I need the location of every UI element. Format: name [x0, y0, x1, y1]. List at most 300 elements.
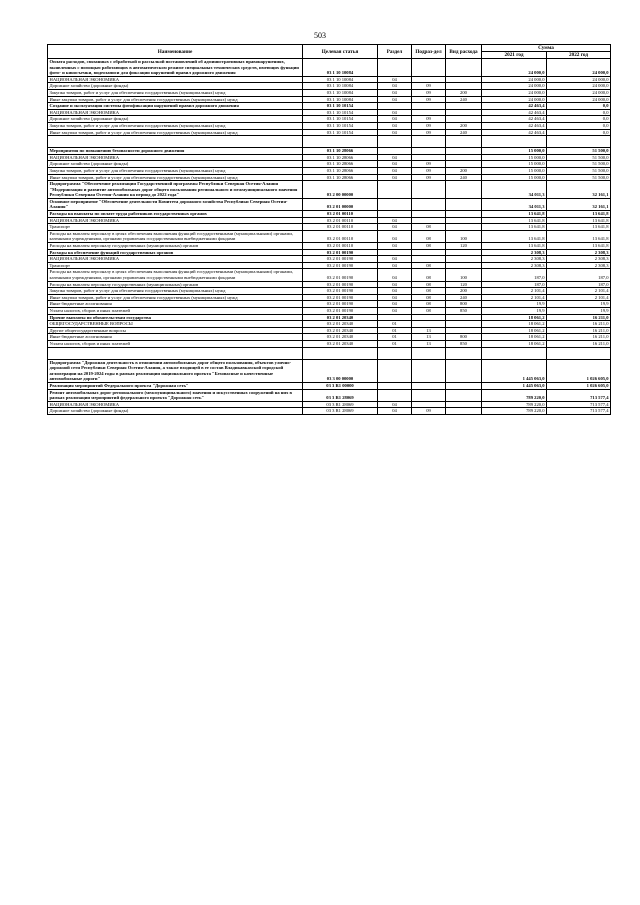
cell-subsection [412, 321, 446, 328]
cell-section: 01 [378, 327, 412, 334]
cell-code: 03 2 01 00190 [303, 281, 378, 288]
cell-code: 03 2 01 00190 [303, 307, 378, 314]
table-row [48, 122, 611, 129]
cell-section: 04 [378, 294, 412, 301]
cell-kind: 800 [446, 334, 482, 341]
cell-sum-2022: 19,9 [547, 301, 611, 308]
cell-sum-2022: 2 101,4 [547, 294, 611, 301]
cell-sum-2022: 0,0 [547, 129, 611, 136]
cell-sum-2022: 2 308,3 [547, 262, 611, 269]
cell-code: 03 1 10 28066 [303, 148, 378, 155]
cell-code: 03 1 10 28066 [303, 167, 378, 174]
cell-sum-2022: 13 641,8 [547, 217, 611, 224]
cell-code: 03 1 10 10154 [303, 103, 378, 110]
cell-sum-2021: 13 641,8 [482, 217, 547, 224]
cell-code: 03 2 01 20340 [303, 321, 378, 328]
cell-subsection: 09 [412, 174, 446, 181]
cell-name: НАЦИОНАЛЬНАЯ ЭКОНОМИКА [48, 256, 303, 263]
cell-sum-2022: 13 641,8 [547, 224, 611, 231]
cell-sum-2021: 24 000,0 [482, 89, 547, 96]
budget-table [47, 44, 611, 415]
cell-kind [446, 408, 482, 415]
cell-name: Дорожное хозяйство (дорожные фонды) [48, 161, 303, 168]
cell-sum-2021: 15 000,0 [482, 174, 547, 181]
table-row [48, 340, 611, 347]
spacer-cell [547, 347, 611, 359]
cell-section: 04 [378, 408, 412, 415]
cell-section [378, 148, 412, 155]
cell-subsection: 08 [412, 307, 446, 314]
cell-name: Закупка товаров, работ и услуг для обеспечения государственных (муниципальных) нужд [48, 167, 303, 174]
cell-subsection [412, 76, 446, 83]
cell-name: Расходы на выплаты по оплате труда работников государственных органов [48, 211, 303, 218]
cell-kind: 200 [446, 122, 482, 129]
table-row [48, 76, 611, 83]
spacer-cell [303, 136, 378, 148]
table-row [48, 294, 611, 301]
cell-code: 03 3 R1 28069 [303, 389, 378, 401]
cell-section: 04 [378, 89, 412, 96]
header-subsection: Подраз-дел [412, 45, 446, 59]
cell-sum-2021: 789 220,0 [482, 401, 547, 408]
spacer-cell [446, 136, 482, 148]
table-row [48, 307, 611, 314]
cell-code: 03 1 10 10154 [303, 109, 378, 116]
table-row [48, 408, 611, 415]
cell-kind [446, 103, 482, 110]
cell-subsection: 09 [412, 122, 446, 129]
cell-name: Уплата налогов, сборов и иных платежей [48, 340, 303, 347]
cell-name: Расходы на выплаты персоналу государственных (муниципальных) органов [48, 243, 303, 250]
cell-code: 03 1 10 28066 [303, 174, 378, 181]
cell-subsection [412, 148, 446, 155]
cell-subsection: 09 [412, 83, 446, 90]
header-name: Наименование [48, 45, 303, 59]
cell-sum-2022: 1 026 605,0 [547, 382, 611, 389]
cell-section [378, 359, 412, 382]
cell-sum-2021: 13 641,8 [482, 224, 547, 231]
cell-subsection [412, 217, 446, 224]
cell-subsection: 13 [412, 340, 446, 347]
cell-code: 03 2 01 00190 [303, 288, 378, 295]
cell-code: 03 1 10 28066 [303, 161, 378, 168]
header-year-2021: 2021 год [482, 52, 547, 59]
cell-section: 04 [378, 301, 412, 308]
spacer-cell [446, 347, 482, 359]
cell-subsection: 08 [412, 269, 446, 281]
cell-sum-2021: 42 463,4 [482, 116, 547, 123]
spacer-cell [48, 136, 303, 148]
cell-sum-2021: 2 308,3 [482, 249, 547, 256]
cell-sum-2021: 19,9 [482, 307, 547, 314]
cell-sum-2022: 187,0 [547, 269, 611, 281]
cell-name: Закупка товаров, работ и услуг для обеспечения государственных (муниципальных) нужд [48, 89, 303, 96]
cell-kind [446, 224, 482, 231]
cell-name: НАЦИОНАЛЬНАЯ ЭКОНОМИКА [48, 401, 303, 408]
cell-code: 03 1 10 10084 [303, 59, 378, 77]
table-row [48, 217, 611, 224]
cell-section: 04 [378, 288, 412, 295]
cell-subsection [412, 382, 446, 389]
cell-kind [446, 359, 482, 382]
cell-sum-2022: 32 161,1 [547, 181, 611, 199]
cell-code: 03 1 10 10084 [303, 96, 378, 103]
cell-name: Подпрограмма "Дорожная деятельность в отношении автомобильных дорог общего пользования, объектов улично-дорожной сети Республики Северная Осетия-Алания, а также входящей в ее состав Владикавказской городской агломерации на 2019-2024 годы в рамках реализации национального проекта "Безопасные и качественные автомобильные дороги" [48, 359, 303, 382]
header-sum: Сумма [482, 45, 611, 52]
cell-kind [446, 59, 482, 77]
cell-name: НАЦИОНАЛЬНАЯ ЭКОНОМИКА [48, 109, 303, 116]
cell-subsection: 09 [412, 96, 446, 103]
cell-kind: 240 [446, 174, 482, 181]
cell-sum-2022: 0,0 [547, 109, 611, 116]
cell-code: 03 3 R1 28069 [303, 408, 378, 415]
cell-name: Реализация мероприятий Федерального проекта "Дорожная сеть" [48, 382, 303, 389]
table-row [48, 288, 611, 295]
table-row [48, 249, 611, 256]
cell-sum-2022: 24 000,0 [547, 89, 611, 96]
cell-sum-2022: 51 500,0 [547, 161, 611, 168]
cell-name: Основное мероприятие "Обеспечение деятельности Комитета дорожного хозяйства Республики Северная Осетия-Алания" [48, 198, 303, 210]
cell-sum-2021: 13 641,8 [482, 243, 547, 250]
cell-kind [446, 76, 482, 83]
table-row [48, 148, 611, 155]
cell-code: 03 2 01 00190 [303, 262, 378, 269]
cell-sum-2021: 789 220,0 [482, 389, 547, 401]
table-row [48, 401, 611, 408]
cell-sum-2021: 13 641,8 [482, 230, 547, 242]
cell-sum-2021: 2 308,3 [482, 256, 547, 263]
cell-subsection: 08 [412, 281, 446, 288]
cell-sum-2022: 713 577,4 [547, 389, 611, 401]
cell-code: 03 2 00 00000 [303, 181, 378, 199]
cell-subsection: 09 [412, 408, 446, 415]
cell-sum-2021: 1 445 063,0 [482, 382, 547, 389]
cell-subsection: 09 [412, 116, 446, 123]
table-row [48, 269, 611, 281]
cell-sum-2021: 42 463,4 [482, 103, 547, 110]
cell-section [378, 249, 412, 256]
cell-kind: 200 [446, 288, 482, 295]
cell-code: 03 2 01 00110 [303, 230, 378, 242]
cell-sum-2021: 15 000,0 [482, 161, 547, 168]
cell-sum-2021: 187,0 [482, 269, 547, 281]
cell-sum-2021: 18 061,2 [482, 321, 547, 328]
cell-code: 03 2 01 00000 [303, 198, 378, 210]
cell-sum-2021: 42 463,4 [482, 122, 547, 129]
cell-subsection: 08 [412, 243, 446, 250]
table-row [48, 211, 611, 218]
cell-section [378, 389, 412, 401]
header-kind: Вид расхода [446, 45, 482, 59]
cell-sum-2021: 24 000,0 [482, 59, 547, 77]
spacer-cell [48, 347, 303, 359]
cell-kind: 200 [446, 89, 482, 96]
cell-kind: 800 [446, 301, 482, 308]
cell-section: 04 [378, 83, 412, 90]
cell-sum-2022: 51 500,0 [547, 148, 611, 155]
cell-subsection: 09 [412, 129, 446, 136]
cell-sum-2022: 13 641,8 [547, 243, 611, 250]
cell-sum-2022: 2 308,3 [547, 249, 611, 256]
cell-kind: 200 [446, 167, 482, 174]
cell-name: Уплата налогов, сборов и иных платежей [48, 307, 303, 314]
cell-subsection: 08 [412, 230, 446, 242]
cell-subsection: 08 [412, 262, 446, 269]
cell-subsection: 08 [412, 288, 446, 295]
cell-code: 03 1 10 10154 [303, 116, 378, 123]
cell-sum-2022: 713 577,4 [547, 408, 611, 415]
cell-code: 03 2 01 00190 [303, 249, 378, 256]
cell-kind [446, 217, 482, 224]
cell-sum-2021: 2 101,4 [482, 294, 547, 301]
cell-kind [446, 321, 482, 328]
cell-sum-2021: 24 000,0 [482, 76, 547, 83]
cell-sum-2021: 18 061,2 [482, 334, 547, 341]
header-row [48, 45, 611, 52]
cell-code: 03 1 10 10154 [303, 122, 378, 129]
cell-section: 04 [378, 167, 412, 174]
cell-name: Расходы на выплаты персоналу государственных (муниципальных) органов [48, 281, 303, 288]
cell-sum-2022: 16 211,0 [547, 327, 611, 334]
cell-code: 03 2 01 00190 [303, 256, 378, 263]
cell-subsection [412, 211, 446, 218]
cell-sum-2021: 2 308,3 [482, 262, 547, 269]
cell-kind [446, 161, 482, 168]
spacer-row [48, 347, 611, 359]
table-row [48, 129, 611, 136]
cell-sum-2021: 42 463,4 [482, 109, 547, 116]
cell-name: Иные закупки товаров, работ и услуг для обеспечения государственных (муниципальных) нужд [48, 294, 303, 301]
cell-section: 04 [378, 262, 412, 269]
cell-section: 04 [378, 281, 412, 288]
cell-subsection [412, 181, 446, 199]
cell-subsection: 09 [412, 161, 446, 168]
cell-section [378, 59, 412, 77]
spacer-cell [303, 347, 378, 359]
cell-section [378, 211, 412, 218]
cell-subsection [412, 103, 446, 110]
cell-name: Подпрограмма "Обеспечение реализации Государственной программы Республики Северная Осетия-Алания "Модернизация и развитие автомобильных дорог общего пользования регионального и межмуниципального значения Республики Северная Осетия-Алания на период до 2022 года" [48, 181, 303, 199]
cell-name: Оплата расходов, связанных с обработкой и рассылкой постановлений об административных правонарушениях, выявленных с помощью работающих в автоматическом режиме специальных технических средств, имеющих функции фото- и киносъемки, видеозаписи для фиксации нарушений правил дорожного движения [48, 59, 303, 77]
cell-section: 04 [378, 224, 412, 231]
cell-code: 03 3 R1 28069 [303, 401, 378, 408]
cell-subsection [412, 198, 446, 210]
cell-code: 03 2 01 00110 [303, 217, 378, 224]
cell-code: 03 1 10 10084 [303, 76, 378, 83]
cell-section: 04 [378, 161, 412, 168]
cell-name: Транспорт [48, 224, 303, 231]
spacer-cell [547, 136, 611, 148]
cell-section [378, 382, 412, 389]
cell-name: Ремонт автомобильных дорог регионального (межмуниципального) значения и искусственных сооружений на них в рамках реализации мероприятий федерального проекта "Дорожная сеть" [48, 389, 303, 401]
cell-sum-2022: 0,0 [547, 122, 611, 129]
cell-name: ОБЩЕГОСУДАРСТВЕННЫЕ ВОПРОСЫ [48, 321, 303, 328]
cell-kind [446, 314, 482, 321]
table-row [48, 103, 611, 110]
cell-code: 03 2 01 00190 [303, 301, 378, 308]
cell-code: 03 1 10 10084 [303, 89, 378, 96]
cell-sum-2022: 24 000,0 [547, 76, 611, 83]
cell-subsection: 13 [412, 327, 446, 334]
cell-code: 03 1 10 10084 [303, 83, 378, 90]
cell-code: 03 2 01 20340 [303, 327, 378, 334]
cell-subsection [412, 59, 446, 77]
table-row [48, 161, 611, 168]
cell-section [378, 198, 412, 210]
cell-name: Другие общегосударственные вопросы [48, 327, 303, 334]
table-row [48, 154, 611, 161]
cell-kind [446, 211, 482, 218]
cell-kind [446, 109, 482, 116]
cell-sum-2022: 187,0 [547, 281, 611, 288]
table-row [48, 116, 611, 123]
cell-sum-2021: 15 000,0 [482, 154, 547, 161]
cell-name: Иные закупки товаров, работ и услуг для обеспечения государственных (муниципальных) нужд [48, 174, 303, 181]
cell-kind: 240 [446, 129, 482, 136]
cell-kind [446, 401, 482, 408]
cell-kind [446, 327, 482, 334]
cell-kind: 100 [446, 230, 482, 242]
table-row [48, 109, 611, 116]
cell-name: НАЦИОНАЛЬНАЯ ЭКОНОМИКА [48, 154, 303, 161]
cell-code: 03 1 10 28066 [303, 154, 378, 161]
cell-kind [446, 382, 482, 389]
table-row [48, 83, 611, 90]
cell-name: Иные закупки товаров, работ и услуг для обеспечения государственных (муниципальных) нужд [48, 129, 303, 136]
cell-sum-2022: 16 211,0 [547, 321, 611, 328]
cell-sum-2022: 713 577,4 [547, 401, 611, 408]
cell-subsection: 09 [412, 89, 446, 96]
cell-section: 04 [378, 230, 412, 242]
spacer-cell [482, 347, 547, 359]
table-row [48, 382, 611, 389]
cell-section: 01 [378, 321, 412, 328]
header-code: Целевая статья [303, 45, 378, 59]
cell-name: НАЦИОНАЛЬНАЯ ЭКОНОМИКА [48, 217, 303, 224]
cell-sum-2021: 15 000,0 [482, 148, 547, 155]
cell-kind [446, 116, 482, 123]
cell-sum-2022: 13 641,8 [547, 211, 611, 218]
table-row [48, 243, 611, 250]
spacer-cell [378, 136, 412, 148]
cell-name: Иные бюджетные ассигнования [48, 301, 303, 308]
cell-sum-2022: 16 211,0 [547, 340, 611, 347]
cell-name: Дорожное хозяйство (дорожные фонды) [48, 83, 303, 90]
cell-code: 03 3 00 00000 [303, 359, 378, 382]
cell-section: 04 [378, 243, 412, 250]
cell-sum-2021: 19,9 [482, 301, 547, 308]
cell-section: 01 [378, 340, 412, 347]
cell-sum-2021: 15 000,0 [482, 167, 547, 174]
cell-kind [446, 83, 482, 90]
cell-subsection: 13 [412, 334, 446, 341]
cell-sum-2021: 24 000,0 [482, 96, 547, 103]
table-row [48, 256, 611, 263]
cell-sum-2021: 1 445 063,0 [482, 359, 547, 382]
cell-section: 01 [378, 334, 412, 341]
cell-section [378, 181, 412, 199]
cell-code: 03 2 01 00190 [303, 294, 378, 301]
cell-kind [446, 389, 482, 401]
cell-name: Закупка товаров, работ и услуг для обеспечения государственных (муниципальных) нужд [48, 288, 303, 295]
cell-section: 04 [378, 307, 412, 314]
table-row [48, 181, 611, 199]
cell-kind [446, 256, 482, 263]
cell-section: 04 [378, 269, 412, 281]
cell-name: Создание и эксплуатация системы фотофиксации нарушений правил дорожного движения [48, 103, 303, 110]
cell-code: 03 2 01 00110 [303, 224, 378, 231]
cell-sum-2022: 2 101,4 [547, 288, 611, 295]
cell-name: НАЦИОНАЛЬНАЯ ЭКОНОМИКА [48, 76, 303, 83]
cell-kind [446, 181, 482, 199]
table-row [48, 167, 611, 174]
table-row [48, 230, 611, 242]
table-row [48, 198, 611, 210]
cell-kind: 120 [446, 281, 482, 288]
cell-sum-2022: 13 641,8 [547, 230, 611, 242]
cell-section: 04 [378, 116, 412, 123]
cell-kind [446, 262, 482, 269]
cell-kind: 240 [446, 294, 482, 301]
cell-kind: 100 [446, 269, 482, 281]
cell-sum-2022: 16 211,0 [547, 334, 611, 341]
spacer-cell [378, 347, 412, 359]
spacer-cell [482, 136, 547, 148]
cell-subsection [412, 359, 446, 382]
cell-kind [446, 198, 482, 210]
cell-subsection [412, 401, 446, 408]
cell-kind [446, 249, 482, 256]
cell-sum-2022: 1 026 605,0 [547, 359, 611, 382]
table-row [48, 59, 611, 77]
cell-section: 04 [378, 129, 412, 136]
cell-subsection: 08 [412, 294, 446, 301]
cell-section: 04 [378, 401, 412, 408]
cell-code: 03 2 01 00190 [303, 269, 378, 281]
table-body [48, 59, 611, 415]
cell-sum-2021: 24 000,0 [482, 83, 547, 90]
page-number: 503 [314, 31, 326, 40]
cell-section [378, 314, 412, 321]
cell-sum-2022: 24 000,0 [547, 96, 611, 103]
cell-section: 04 [378, 154, 412, 161]
cell-sum-2021: 789 220,0 [482, 408, 547, 415]
cell-name: Дорожное хозяйство (дорожные фонды) [48, 116, 303, 123]
table-row [48, 96, 611, 103]
cell-sum-2022: 32 161,1 [547, 198, 611, 210]
cell-sum-2022: 51 500,0 [547, 154, 611, 161]
cell-kind [446, 154, 482, 161]
cell-name: Транспорт [48, 262, 303, 269]
spacer-cell [412, 347, 446, 359]
cell-subsection: 09 [412, 167, 446, 174]
cell-section [378, 103, 412, 110]
cell-subsection [412, 389, 446, 401]
cell-sum-2021: 34 011,3 [482, 181, 547, 199]
table-row [48, 224, 611, 231]
table-row [48, 301, 611, 308]
table-row [48, 262, 611, 269]
cell-section: 04 [378, 217, 412, 224]
table-row [48, 281, 611, 288]
cell-section: 04 [378, 256, 412, 263]
cell-sum-2021: 42 463,4 [482, 129, 547, 136]
cell-code: 03 2 01 20340 [303, 340, 378, 347]
cell-code: 03 2 01 20340 [303, 314, 378, 321]
cell-code: 03 2 01 00110 [303, 211, 378, 218]
cell-sum-2021: 18 061,2 [482, 314, 547, 321]
cell-sum-2022: 51 500,0 [547, 167, 611, 174]
